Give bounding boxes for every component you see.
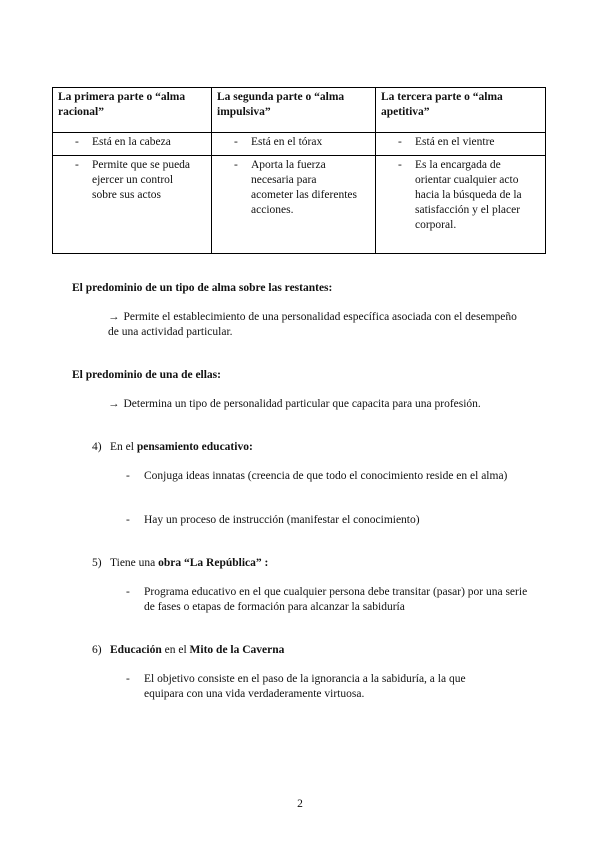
dash-bullet: -	[234, 159, 238, 171]
dash-bullet: -	[126, 470, 130, 482]
cell-text: Aporta la fuerza necesaria para acometer las diferentes acciones.	[251, 159, 357, 216]
item-suffix: :	[248, 441, 253, 453]
item-bold-term: Educación	[110, 644, 162, 656]
numbered-item-5	[92, 556, 268, 571]
item-number: 6)	[92, 644, 102, 656]
bullet-text: Conjuga ideas innatas (creencia de que todo el conocimiento reside en el alma)	[144, 470, 508, 482]
bullet-text: Programa educativo en el que cualquier persona debe transitar (pasar) por una serie de fases o etapas de formación para alcanzar la sabiduría	[144, 586, 528, 613]
item-prefix: Tiene una	[110, 557, 156, 569]
dash-bullet: -	[75, 136, 79, 148]
header-impulsive-soul: La segunda parte o “alma impulsiva”	[212, 88, 376, 133]
numbered-item-4	[92, 440, 253, 455]
table-cell	[53, 133, 212, 156]
cell-list-item	[381, 158, 541, 233]
item-middle-text: en el	[164, 644, 187, 656]
table-cell	[212, 133, 376, 156]
table-row-location	[53, 133, 546, 156]
dash-bullet: -	[75, 159, 79, 171]
right-arrow-icon: →	[108, 311, 120, 323]
table-cell	[376, 156, 546, 254]
bullet-cave-objective	[126, 672, 504, 702]
bullet-instruction-process	[126, 513, 544, 528]
bullet-educational-program	[126, 585, 539, 615]
cell-text: Está en la cabeza	[92, 136, 171, 148]
dash-bullet: -	[398, 159, 402, 171]
item-bold-term: pensamiento educativo	[136, 441, 249, 453]
bullet-innate-ideas	[126, 469, 544, 484]
item-prefix: En el	[110, 441, 134, 453]
table-cell	[53, 156, 212, 254]
item-bold-term-2: Mito de la Caverna	[189, 644, 285, 656]
section-heading-one-predominates: El predominio de una de ellas:	[72, 369, 221, 381]
item-bold-term: obra “La República”	[158, 557, 262, 569]
arrow-point-profession	[108, 397, 528, 412]
cell-text: Permite que se pueda ejercer un control sobre sus actos	[92, 159, 191, 201]
arrow-point-text: Permite el establecimiento de una personalidad específica asociada con el desempeño de una actividad particular.	[108, 311, 517, 338]
table-cell	[212, 156, 376, 254]
souls-table	[52, 87, 546, 254]
header-appetitive-soul: La tercera parte o “alma apetitiva”	[376, 88, 546, 133]
arrow-point-personality	[108, 310, 528, 340]
dash-bullet: -	[126, 514, 130, 526]
cell-list-item	[381, 135, 541, 150]
cell-text: Está en el vientre	[415, 136, 495, 148]
cell-text: Está en el tórax	[251, 136, 323, 148]
cell-list-item	[58, 158, 207, 203]
table-cell	[376, 133, 546, 156]
cell-list-item	[58, 135, 207, 150]
dash-bullet: -	[126, 673, 130, 685]
page-number: 2	[297, 798, 303, 810]
item-number: 5)	[92, 557, 102, 569]
dash-bullet: -	[398, 136, 402, 148]
bullet-text: Hay un proceso de instrucción (manifestar el conocimiento)	[144, 514, 420, 526]
section-heading-predominance: El predominio de un tipo de alma sobre las restantes:	[72, 282, 333, 294]
bullet-text: El objetivo consiste en el paso de la ignorancia a la sabiduría, a la que equipara con una vida verdaderamente virtuosa.	[144, 673, 466, 700]
cell-list-item	[217, 135, 371, 150]
header-rational-soul: La primera parte o “alma racional”	[53, 88, 212, 133]
item-suffix: :	[261, 557, 269, 569]
cell-text: Es la encargada de orientar cualquier acto hacia la búsqueda de la satisfacción y el placer corporal.	[415, 159, 522, 231]
arrow-point-text: Determina un tipo de personalidad particular que capacita para una profesión.	[123, 398, 481, 410]
item-number: 4)	[92, 441, 102, 453]
dash-bullet: -	[234, 136, 238, 148]
right-arrow-icon: →	[108, 398, 120, 410]
table-row-function	[53, 156, 546, 254]
numbered-item-6	[92, 643, 284, 658]
table-header-row	[53, 88, 546, 133]
cell-list-item	[217, 158, 371, 218]
dash-bullet: -	[126, 586, 130, 598]
